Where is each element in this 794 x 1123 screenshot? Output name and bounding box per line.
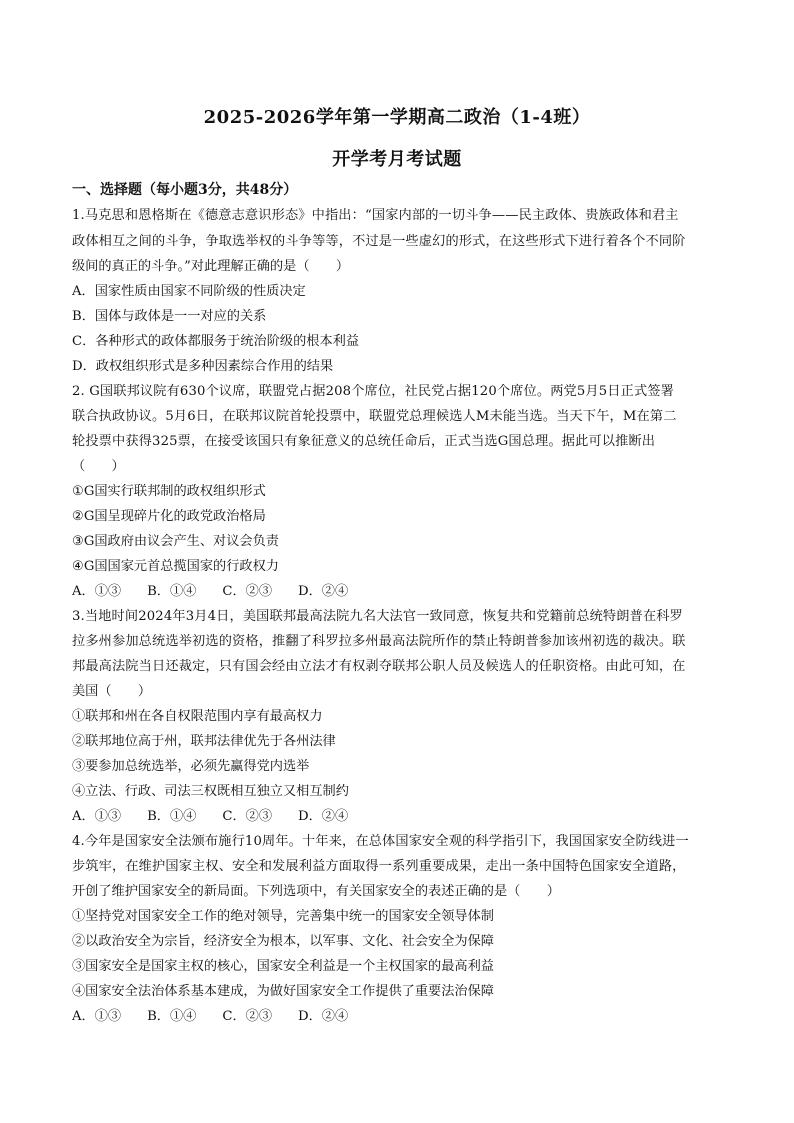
q3-choice-b: B．①④ xyxy=(147,809,197,824)
q2-item-1: ①G国实行联邦制的政权组织形式 xyxy=(72,484,266,499)
q1-option-a: A．国家性质由国家不同阶级的性质决定 xyxy=(72,284,306,299)
q3-item-4: ④立法、行政、司法三权既相互独立又相互制约 xyxy=(72,784,349,799)
q4-item-2: ②以政治安全为宗旨，经济安全为根本，以军事、文化、社会安全为保障 xyxy=(72,934,494,949)
q2-choice-a: A．①③ xyxy=(72,584,122,599)
q2-choice-c: C．②③ xyxy=(222,584,273,599)
q2-item-2: ②G国呈现碎片化的政党政治格局 xyxy=(72,509,266,524)
q4-choice-c: C．②③ xyxy=(222,1009,273,1024)
q2-item-4: ④G国国家元首总揽国家的行政权力 xyxy=(72,559,279,574)
q4-stem-line-3: 开创了维护国家安全的新局面。下列选项中，有关国家安全的表述正确的是（ ） xyxy=(72,884,560,899)
q2-choice-d: D．②④ xyxy=(298,584,349,599)
q2-stem-line-3: 轮投票中获得325票，在接受该国只有象征意义的总统任命后，正式当选G国总理。据此可以推断出 xyxy=(72,434,656,449)
q2-choice-b: B．①④ xyxy=(147,584,197,599)
exam-subtitle: 开学考月考试题 xyxy=(332,149,462,170)
q3-stem-line-3: 邦最高法院当日还裁定，只有国会经由立法才有权剥夺联邦公职人员及候选人的任职资格。由此可知，在 xyxy=(72,659,686,674)
q3-stem-line-2: 拉多州参加总统选举初选的资格，推翻了科罗拉多州最高法院所作的禁止特朗普参加该州初选的裁决。联 xyxy=(72,634,686,649)
q4-item-4: ④国家安全法治体系基本建成，为做好国家安全工作提供了重要法治保障 xyxy=(72,984,494,999)
section-heading: 一、选择题（每小题3分，共48分） xyxy=(72,182,298,198)
q4-stem-line-2: 步筑牢，在维护国家主权、安全和发展利益方面取得一系列重要成果，走出一条中国特色国家安全道路， xyxy=(72,859,686,874)
q3-stem-line-4: 美国（ ） xyxy=(72,684,152,699)
q4-stem-line-1: 4.今年是国家安全法颁布施行10周年。十年来，在总体国家安全观的科学指引下，我国国家安全防线进一 xyxy=(72,834,689,849)
q1-option-d: D．政权组织形式是多种因素综合作用的结果 xyxy=(72,359,334,374)
q3-choice-a: A．①③ xyxy=(72,809,122,824)
q4-choice-d: D．②④ xyxy=(298,1009,349,1024)
q1-option-c: C．各种形式的政体都服务于统治阶级的根本利益 xyxy=(72,334,360,349)
q3-stem-line-1: 3.当地时间2024年3月4日，美国联邦最高法院九名大法官一致同意，恢复共和党籍前总统特朗普在科罗 xyxy=(72,609,683,624)
q2-choices xyxy=(72,582,732,602)
q4-choice-b: B．①④ xyxy=(147,1009,197,1024)
q4-item-3: ③国家安全是国家主权的核心，国家安全利益是一个主权国家的最高利益 xyxy=(72,959,494,974)
q1-stem-line-1: 1.马克思和恩格斯在《德意志意识形态》中指出：“国家内部的一切斗争——民主政体、贵族政体和君主 xyxy=(72,208,679,223)
q2-stem-line-4: （ ） xyxy=(72,459,125,474)
exam-title: 2025-2026学年第一学期高二政治（1-4班） xyxy=(203,107,591,128)
q3-item-3: ③要参加总统选举，必须先赢得党内选举 xyxy=(72,759,310,774)
q4-choice-a: A．①③ xyxy=(72,1009,122,1024)
q3-choice-d: D．②④ xyxy=(298,809,349,824)
q1-option-b: B．国体与政体是一一对应的关系 xyxy=(72,309,267,324)
q3-item-1: ①联邦和州在各自权限范围内享有最高权力 xyxy=(72,709,323,724)
q2-stem-line-2: 联合执政协议。5月6日，在联邦议院首轮投票中，联盟党总理候选人M未能当选。当天下午，M在第二 xyxy=(72,409,677,424)
q4-choices xyxy=(72,1007,732,1027)
q3-choice-c: C．②③ xyxy=(222,809,273,824)
q2-stem-line-1: 2. G国联邦议院有630个议席，联盟党占据208个席位，社民党占据120个席位。两党5月5日正式签署 xyxy=(72,384,674,399)
q4-item-1: ①坚持党对国家安全工作的绝对领导，完善集中统一的国家安全领导体制 xyxy=(72,909,494,924)
q3-choices xyxy=(72,807,732,827)
q1-stem-line-3: 级间的真正的斗争。”对此理解正确的是（ ） xyxy=(72,259,350,274)
q1-stem-line-2: 政体相互之间的斗争，争取选举权的斗争等等，不过是一些虚幻的形式，在这些形式下进行着各个不同阶 xyxy=(72,234,686,249)
q2-item-3: ③G国政府由议会产生、对议会负责 xyxy=(72,534,279,549)
q3-item-2: ②联邦地位高于州，联邦法律优先于各州法律 xyxy=(72,734,336,749)
